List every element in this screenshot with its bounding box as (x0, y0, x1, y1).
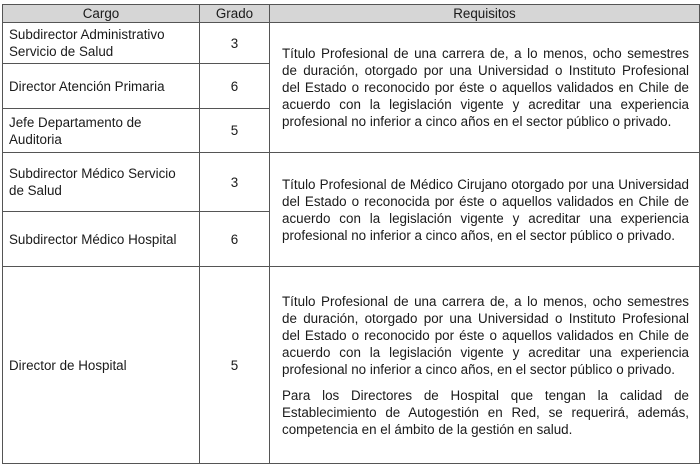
cargo-cell: Director de Hospital (3, 267, 200, 464)
table-row (3, 23, 700, 64)
requisitos-text: Título Profesional de una carrera de, a lo menos, ocho semestres de duración, otorgado por una Universidad o Instituto Profesional del Estado o reconocido por éste o aquellos validados en Chile de acuerdo con la legislación vigente y acreditar una experiencia profesional no inferior a cinco años, en el sector público o privado. (282, 293, 689, 377)
cargo-cell: Director Atención Primaria (3, 64, 200, 109)
cargo-cell: Subdirector Médico Servicio de Salud (3, 153, 200, 212)
grado-cell: 5 (200, 109, 270, 153)
grado-cell: 5 (200, 267, 270, 464)
grado-cell: 3 (200, 23, 270, 64)
grado-cell: 6 (200, 64, 270, 109)
requisitos-text: Título Profesional de Médico Cirujano otorgado por una Universidad del Estado o reconocida por éste o aquellos validados en Chile de acuerdo con la legislación vigente y acreditar una experiencia profesional no inferior a cinco años, en el sector público o privado. (282, 176, 689, 243)
grado-cell: 6 (200, 212, 270, 267)
table-row (3, 267, 700, 464)
cargo-cell: Jefe Departamento de Auditoria (3, 109, 200, 153)
requisitos-cell (270, 153, 700, 267)
table-row (3, 153, 700, 212)
header-grado: Grado (200, 5, 270, 23)
requisitos-note: Para los Directores de Hospital que tengan la calidad de Establecimiento de Autogestión en Red, se requerirá, además, competencia en el ámbito de la gestión en salud. (282, 387, 689, 437)
header-cargo: Cargo (3, 5, 200, 23)
requisitos-cell (270, 23, 700, 153)
requisitos-text: Título Profesional de una carrera de, a lo menos, ocho semestres de duración, otorgado por una Universidad o Instituto Profesional del Estado o reconocido por éste o aquellos validados en Chile de acuerdo con la legislación vigente y acreditar una experiencia profesional no inferior a cinco años en el sector público o privado. (282, 46, 689, 129)
header-requisitos: Requisitos (270, 5, 700, 23)
cargo-cell: Subdirector Médico Hospital (3, 212, 200, 267)
cargo-cell: Subdirector Administrativo Servicio de Salud (3, 23, 200, 64)
requirements-table (2, 4, 700, 464)
grado-cell: 3 (200, 153, 270, 212)
header-row (3, 5, 700, 23)
requisitos-cell (270, 267, 700, 464)
